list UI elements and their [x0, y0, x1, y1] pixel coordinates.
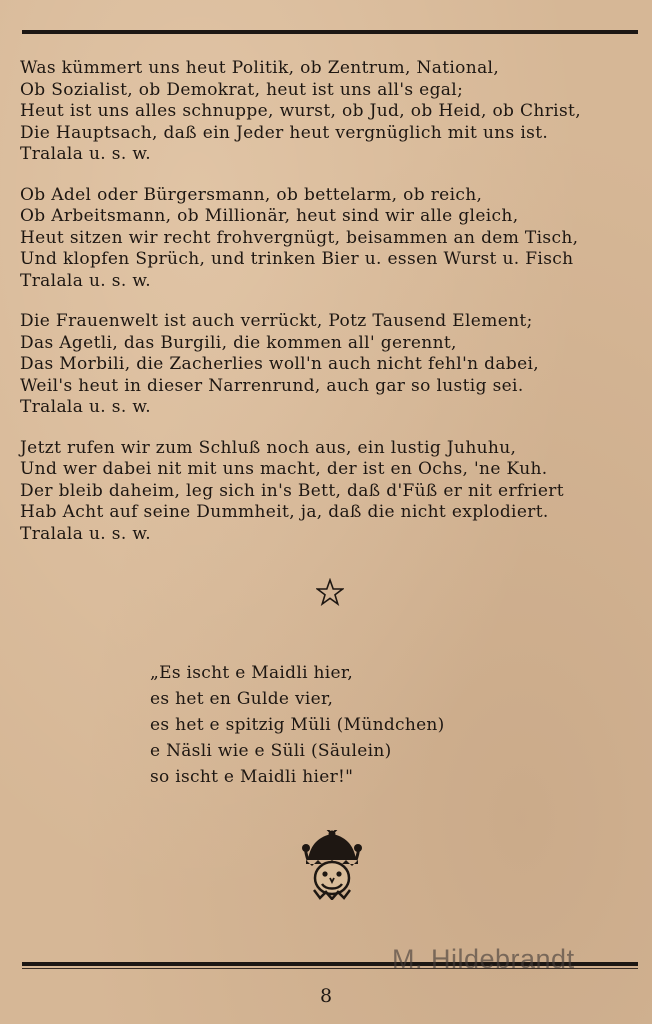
verse-line: Ob Arbeitsmann, ob Millionär, heut sind wir alle gleich,	[20, 206, 519, 226]
verse-line: Die Hauptsach, daß ein Jeder heut vergnüglich mit uns ist.	[20, 122, 549, 143]
star-icon	[316, 578, 344, 606]
jester-head-icon	[300, 830, 364, 900]
refrain-line: Tralala u. s. w.	[20, 397, 151, 417]
refrain-line: Tralala u. s. w.	[20, 144, 151, 164]
verse-line: Heut sitzen wir recht frohvergnügt, beisammen an dem Tisch,	[20, 227, 579, 248]
verse-line: Hab Acht auf seine Dummheit, ja, daß die nicht explodiert.	[20, 502, 549, 522]
verse-line: Die Frauenwelt ist auch verrückt, Potz Tausend Element;	[20, 311, 533, 331]
verse-line: Das Agetli, das Burgili, die kommen all' gerennt,	[20, 332, 457, 353]
verse-line: Weil's heut in dieser Narrenrund, auch gar so lustig sei.	[20, 375, 524, 396]
watermark: M. Hildebrandt	[392, 944, 575, 974]
verse-line: Ob Sozialist, ob Demokrat, heut ist uns all's egal;	[20, 79, 464, 100]
song-text	[20, 58, 640, 564]
dialect-poem	[150, 660, 445, 790]
poem-line: so ischt e Maidli hier!"	[150, 767, 354, 787]
verse-line: Jetzt rufen wir zum Schluß noch aus, ein lustig Juhuhu,	[20, 437, 517, 458]
poem-line: e Näsli wie e Süli (Säulein)	[150, 741, 392, 761]
verse-line: Ob Adel oder Bürgersmann, ob bettelarm, ob reich,	[20, 184, 483, 205]
stanza-3	[20, 311, 640, 419]
stanza-4	[20, 438, 640, 546]
stanza-1	[20, 58, 640, 166]
verse-line: Was kümmert uns heut Politik, ob Zentrum, National,	[20, 58, 500, 78]
verse-line: Der bleib daheim, leg sich in's Bett, daß d'Füß er nit erfriert	[20, 480, 564, 501]
poem-line: es het en Gulde vier,	[150, 689, 334, 709]
verse-line: Und wer dabei nit mit uns macht, der ist en Ochs, 'ne Kuh.	[20, 459, 548, 479]
poem-line: es het e spitzig Müli (Mündchen)	[150, 715, 445, 735]
refrain-line: Tralala u. s. w.	[20, 270, 151, 291]
verse-line: Heut ist uns alles schnuppe, wurst, ob Jud, ob Heid, ob Christ,	[20, 101, 581, 121]
verse-line: Das Morbili, die Zacherlies woll'n auch nicht fehl'n dabei,	[20, 354, 540, 374]
poem-line: „Es ischt e Maidli hier,	[150, 663, 354, 683]
top-rule	[22, 30, 638, 34]
refrain-line: Tralala u. s. w.	[20, 523, 151, 544]
verse-line: Und klopfen Sprüch, und trinken Bier u. essen Wurst u. Fisch	[20, 249, 574, 269]
page-number: 8	[319, 985, 333, 1007]
stanza-2	[20, 185, 640, 293]
